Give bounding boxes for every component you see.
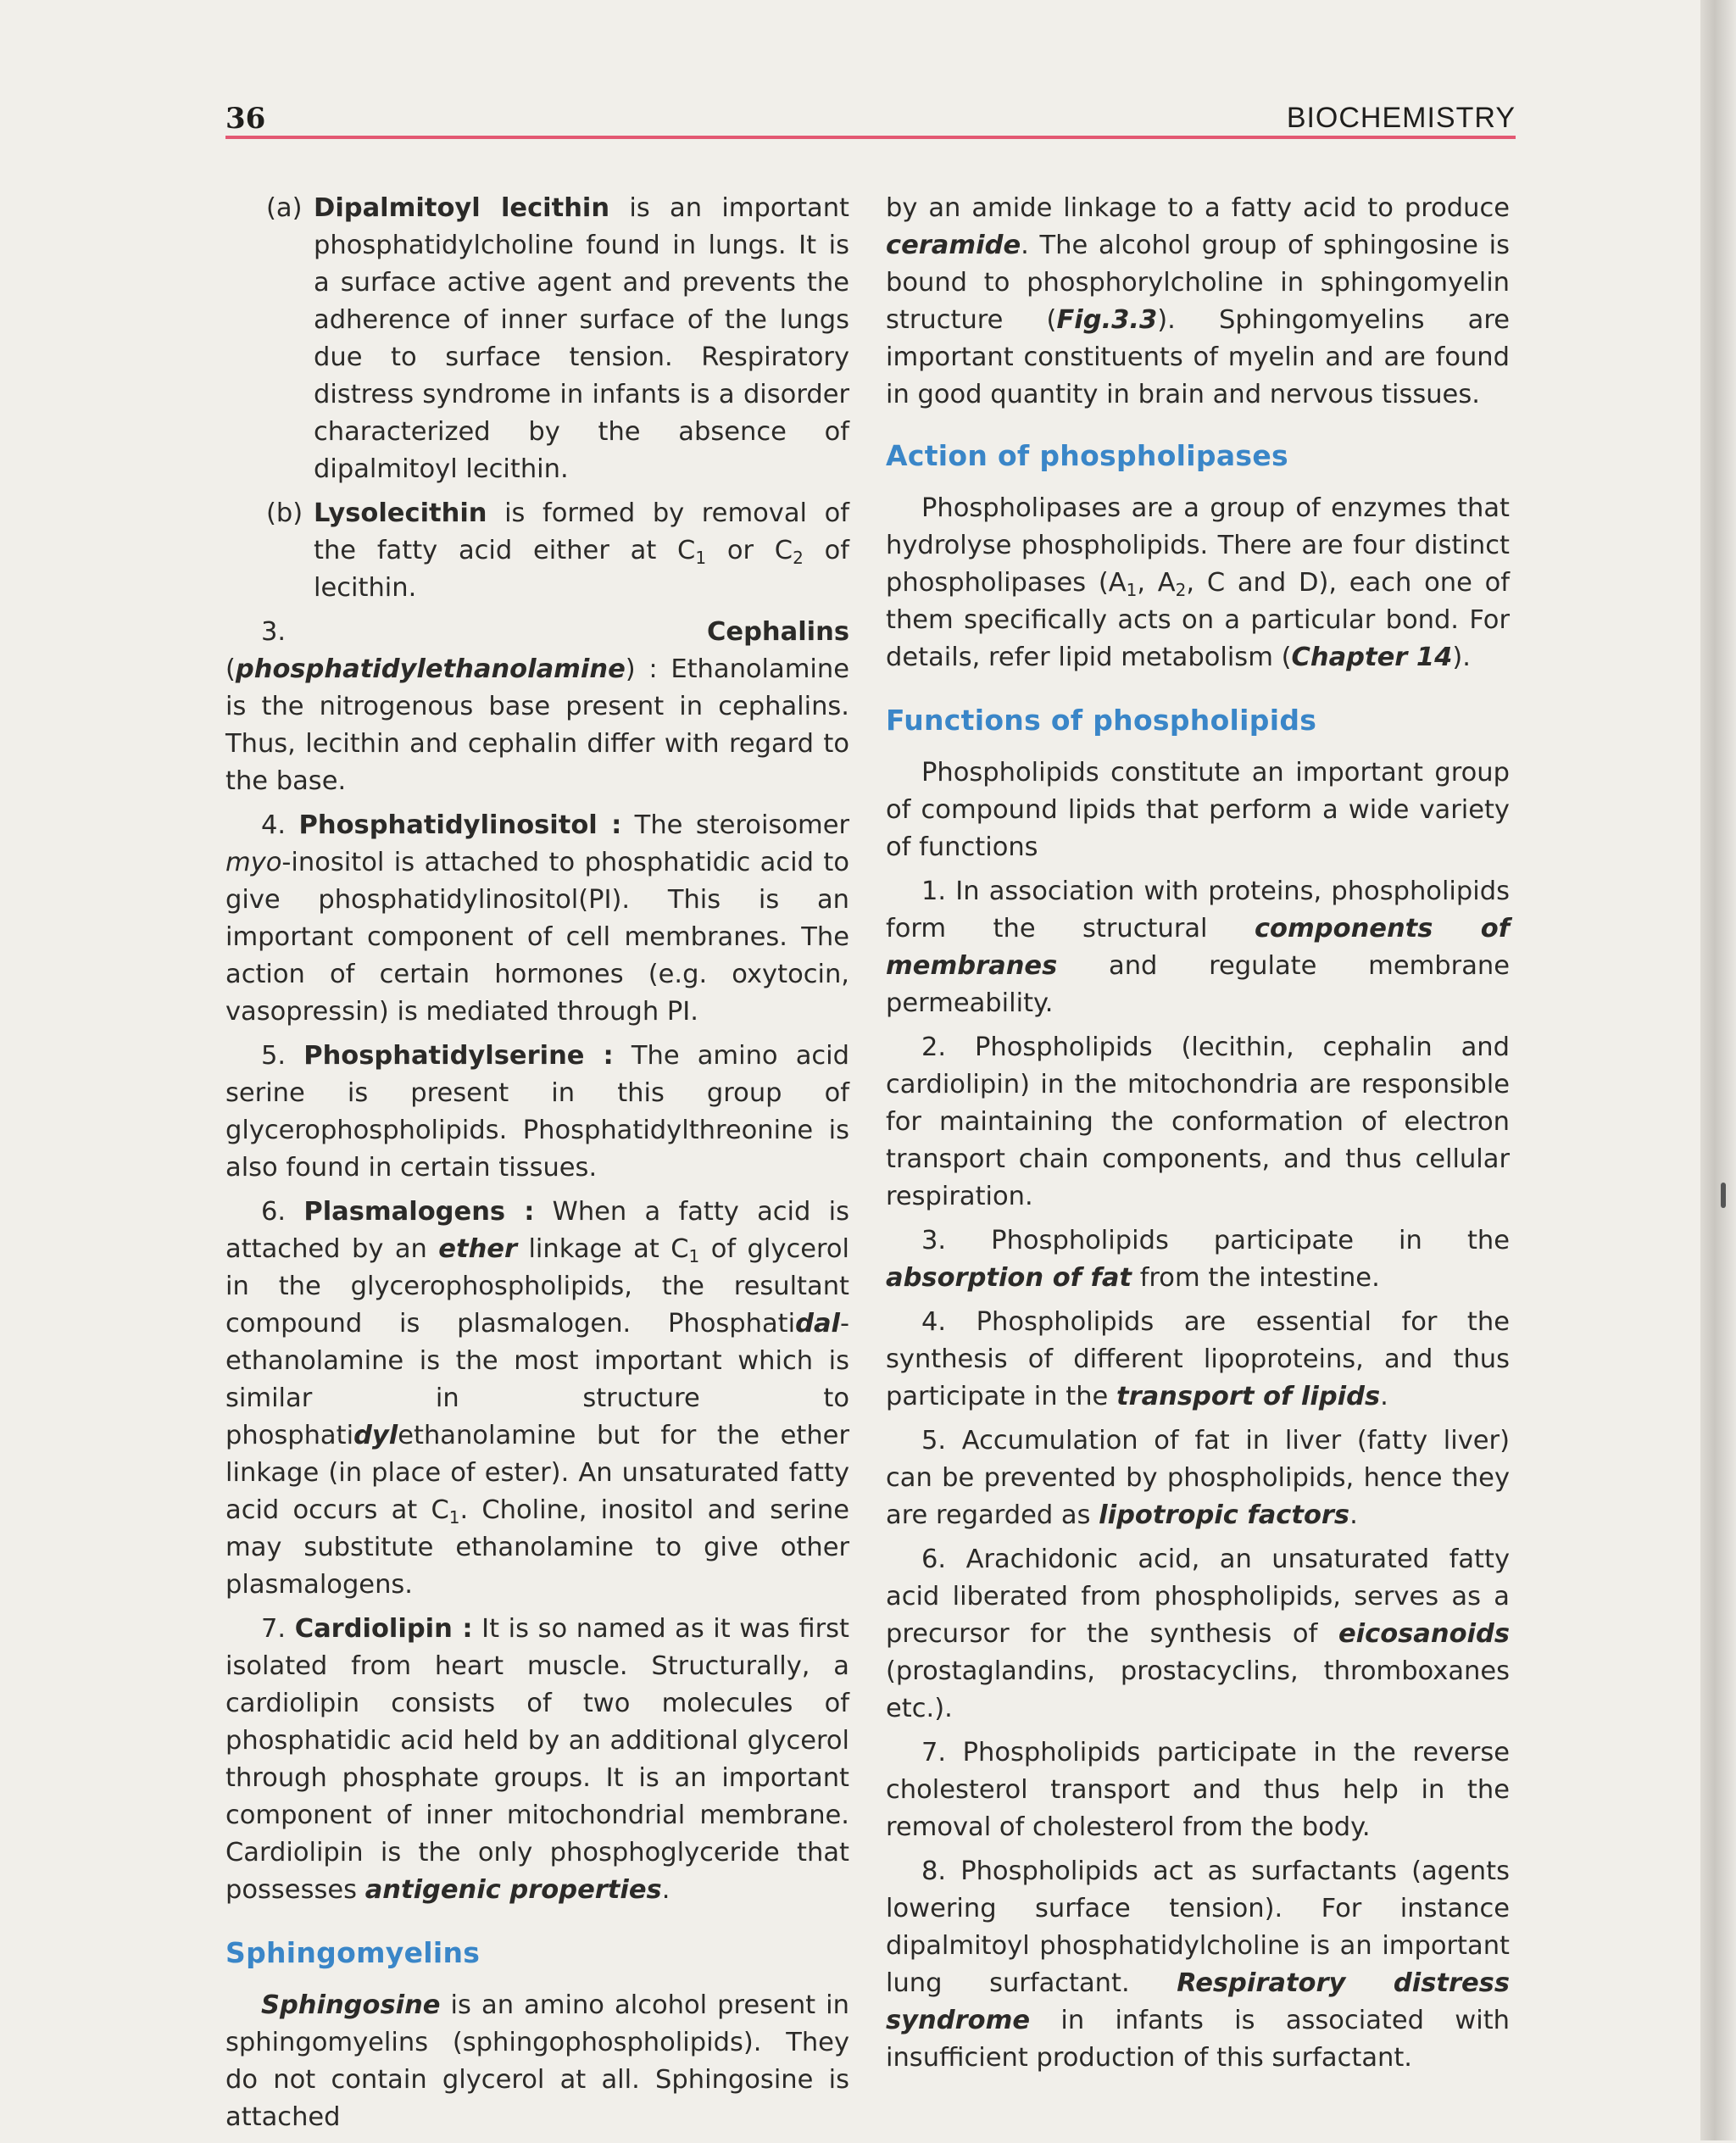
term: Plasmalogens : (303, 1197, 535, 1227)
heading-sphingomyelins: Sphingomyelins (225, 1936, 481, 1969)
term: Cardiolipin : (294, 1614, 473, 1644)
page-edge-shadow (1700, 0, 1736, 2140)
right-column (886, 190, 1510, 2084)
heading-action-of-phospholipases: Action of phospholipases (886, 439, 1288, 472)
para-phospholipases: Phospholipases are a group of enzymes that hydrolyse phospholipids. There are four distinct phospholipases ($A_1$, $A_2$, C and D), each one of them specifically acts on a particular bond. For details, refer lipid metabolism (Chapter 14). (886, 493, 1510, 672)
item-a-dipalmitoyl-lecithin: (a) Dipalmitoyl lecithin is an important phosphatidylcholine found in lungs. It is a surface active agent and prevents the adherence of inner surface of the lungs due to surface tension. Respiratory distress syndrome in infants is a disorder characterized by the absence of dipalmitoyl lecithin. (266, 193, 850, 484)
para-cephalins: 3. Cephalins (phosphatidylethanolamine) : Ethanolamine is the nitrogenous base present in cephalins. Thus, lecithin and cephalin differ with regard to the base. (225, 617, 849, 796)
item-b-lysolecithin: (b) Lysolecithin is formed by removal of the fatty acid either at $C_1$ or $C_2$ of lecithin. (266, 498, 850, 603)
function-3: 3. Phospholipids participate in the absorption of fat from the intestine. (886, 1226, 1510, 1293)
para-functions-intro: Phospholipids constitute an important group of compound lipids that perform a wide variety of functions (886, 758, 1510, 862)
page-header (225, 93, 1516, 141)
heading-functions-of-phospholipids: Functions of phospholipids (886, 704, 1317, 737)
edge-mark (1721, 1183, 1726, 1208)
para-phosphatidylinositol: 4. Phosphatidylinositol : The steroisomer myo-inositol is attached to phosphatidic acid to give phosphatidylinositol(PI). This is an important component of cell membranes. The action of certain hormones (e.g. oxytocin, vasopressin) is mediated through PI. (225, 810, 850, 1027)
para-plasmalogens: 6. Plasmalogens : When a fatty acid is attached by an ether linkage at $C_1$ of glycerol in the glycerophospholipids, the resultant compound is plasmalogen. Phosphatidal-ethanolamine is the most important which is similar in structure to phosphatidylethanolamine but for the ether linkage (in place of ester). An unsaturated fatty acid occurs at $C_1$. Choline, inositol and serine may substitute ethanolamine to give other plasmalogens. (225, 1197, 849, 1600)
function-8: 8. Phospholipids act as surfactants (agents lowering surface tension). For instance dipalmitoyl phosphatidylcholine is an important lung surfactant. Respiratory distress syndrome in infants is associated with insufficient production of this surfactant. (886, 1856, 1510, 2073)
para-cardiolipin: 7. Cardiolipin : It is so named as it was first isolated from heart muscle. Structurally, a cardiolipin consists of two molecules of phosphatidic acid held by an additional glycerol through phosphate groups. It is an important component of inner mitochondrial membrane. Cardiolipin is the only phosphoglyceride that possesses antigenic properties. (225, 1614, 849, 1905)
term: Lysolecithin (314, 498, 487, 528)
function-1: 1. In association with proteins, phospholipids form the structural components of membranes and regulate membrane permeability. (886, 877, 1510, 1018)
function-4: 4. Phospholipids are essential for the synthesis of different lipoproteins, and thus participate in the transport of lipids. (886, 1307, 1510, 1411)
term: Cephalins (707, 617, 849, 647)
running-head: BIOCHEMISTRY (1286, 102, 1516, 134)
para-phosphatidylserine: 5. Phosphatidylserine : The amino acid serine is present in this group of glycerophospholipids. Phosphatidylthreonine is also found in certain tissues. (225, 1041, 849, 1183)
left-column (225, 190, 849, 2143)
term: Phosphatidylinositol : (298, 810, 622, 840)
para-sphingosine-continued: by an amide linkage to a fatty acid to produce ceramide. The alcohol group of sphingosine is bound to phosphorylcholine in sphingomyelin structure (Fig.3.3). Sphingomyelins are important constituents of myelin and are found in good quantity in brain and nervous tissues. (886, 193, 1510, 409)
function-6: 6. Arachidonic acid, an unsaturated fatty acid liberated from phospholipids, serves as a precursor for the synthesis of eicosanoids (prostaglandins, prostacyclins, thromboxanes etc.). (886, 1545, 1510, 1723)
term: Dipalmitoyl lecithin (314, 193, 610, 223)
page-number: 36 (225, 102, 266, 136)
header-rule (225, 136, 1516, 139)
term: Phosphatidylserine : (303, 1041, 614, 1071)
para-sphingosine: Sphingosine is an amino alcohol present in sphingomyelins (sphingophospholipids). They do not contain glycerol at all. Sphingosine is attached (225, 1990, 849, 2132)
function-5: 5. Accumulation of fat in liver (fatty liver) can be prevented by phospholipids, hence they are regarded as lipotropic factors. (886, 1426, 1510, 1530)
function-7: 7. Phospholipids participate in the reverse cholesterol transport and thus help in the removal of cholesterol from the body. (886, 1738, 1510, 1842)
function-2: 2. Phospholipids (lecithin, cephalin and cardiolipin) in the mitochondria are responsible for maintaining the conformation of electron transport chain components, and thus cellular respiration. (886, 1033, 1510, 1211)
